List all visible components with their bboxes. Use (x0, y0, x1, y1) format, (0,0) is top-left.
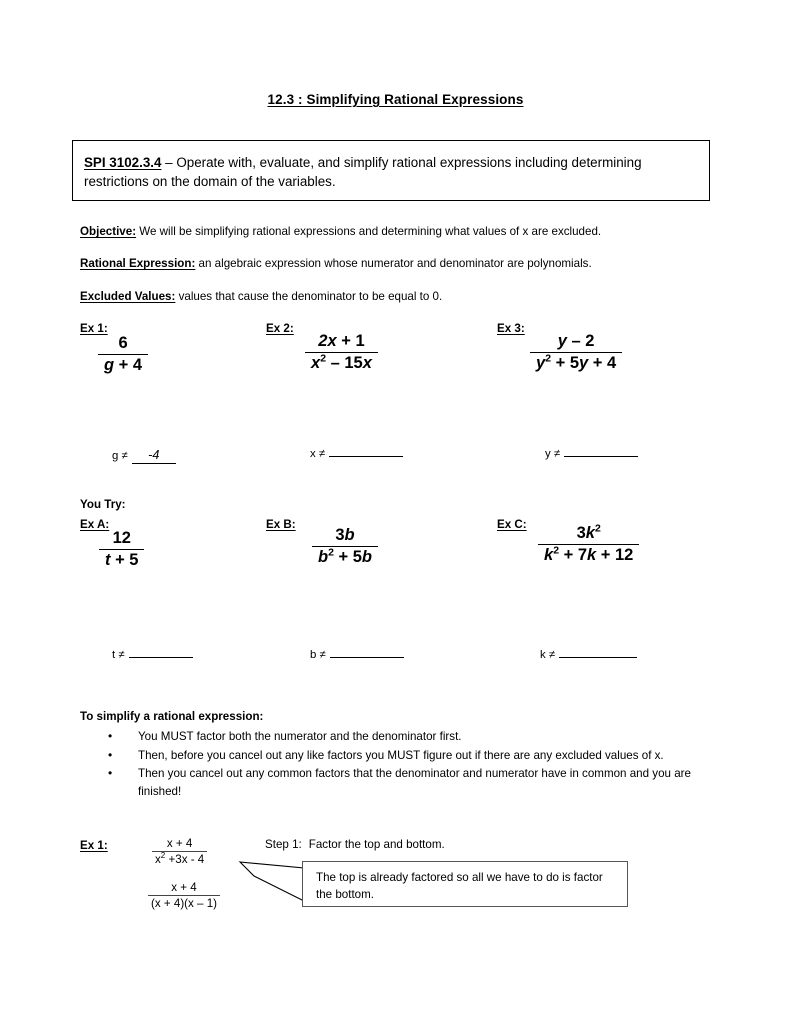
fraction-ex3-denominator: $y^2 + 5y + 4$ (536, 352, 617, 372)
blank-ex1-answer[interactable]: -4 (132, 448, 176, 464)
example-label-ex3: Ex 3: (497, 322, 525, 335)
worked-example-fraction-top-denominator: $x^2 +3x - 4$ (155, 851, 205, 866)
blank-exc-variable: k ≠ (540, 649, 556, 661)
example-label-ex1: Ex 1: (80, 322, 108, 335)
standard-box (72, 140, 710, 201)
example-label-exa: Ex A: (80, 518, 110, 531)
blank-ex2-variable: x ≠ (310, 448, 326, 460)
blank-exc[interactable] (540, 649, 637, 661)
definition-rational-expression-term: Rational Expression: (80, 257, 196, 270)
worked-example-step-text: Factor the top and bottom. (308, 838, 445, 851)
fraction-exc-numerator: $3k^2$ (538, 524, 639, 545)
example-label-ex2: Ex 2: (266, 322, 294, 335)
fraction-exc (538, 524, 639, 565)
callout-tail-icon (232, 855, 312, 903)
standard-dash: – (161, 155, 177, 170)
fraction-ex2-denominator: $x^2 - 15x$ (311, 352, 372, 372)
fraction-ex3 (530, 332, 622, 373)
standard-code: SPI 3102.3.4 (84, 155, 162, 170)
fraction-exa (99, 529, 144, 570)
definition-rational-expression (80, 256, 592, 272)
list-item: • Then, before you cancel out any like factors you MUST figure out if there are any excluded values of x. (96, 747, 716, 765)
blank-ex2[interactable] (310, 448, 403, 460)
example-label-exb: Ex B: (266, 518, 296, 531)
blank-exa-answer[interactable] (129, 656, 193, 658)
definition-objective-term: Objective: (80, 225, 137, 238)
callout-box (302, 861, 628, 907)
you-try-heading: You Try: (80, 498, 126, 511)
blank-ex2-answer[interactable] (329, 455, 403, 457)
simplify-heading: To simplify a rational expression: (80, 710, 264, 723)
blank-ex1[interactable] (112, 448, 176, 464)
simplify-bullet-list (96, 728, 716, 801)
definition-objective (80, 224, 601, 240)
standard-text (84, 153, 699, 191)
fraction-exb-denominator: $b^2 + 5b$ (318, 546, 373, 566)
definition-excluded-values-text: values that cause the denominator to be equal to 0. (175, 290, 443, 303)
callout-text: The top is already factored so all we have to do is factor the bottom. (316, 871, 603, 902)
fraction-exa-denominator: t + 5 (105, 551, 139, 569)
blank-ex3-answer[interactable] (564, 455, 638, 457)
fraction-ex1 (98, 334, 148, 375)
example-label-exc: Ex C: (497, 518, 527, 531)
blank-exc-answer[interactable] (559, 656, 637, 658)
worked-example-fraction-bottom-denominator: (x + 4)(x – 1) (151, 897, 218, 910)
fraction-exa-numerator: 12 (99, 529, 144, 550)
fraction-ex2 (305, 332, 378, 373)
fraction-exc-denominator: $k^2 + 7k + 12$ (544, 544, 634, 564)
definition-rational-expression-text: an algebraic expression whose numerator and denominator are polynomials. (195, 257, 592, 270)
worked-example-fraction-top (152, 837, 207, 866)
worked-example-label: Ex 1: (80, 839, 108, 852)
blank-exa[interactable] (112, 649, 193, 661)
definition-objective-text: We will be simplifying rational expressions and determining what values of x are excluded. (136, 225, 602, 238)
list-item: • Then you cancel out any common factors that the denominator and numerator have in common and you are finished! (96, 765, 716, 800)
blank-ex3[interactable] (545, 448, 638, 460)
fraction-ex1-numerator: 6 (98, 334, 148, 355)
blank-exa-variable: t ≠ (112, 649, 125, 661)
fraction-ex1-denominator: g + 4 (104, 356, 143, 374)
fraction-ex2-numerator: 2x + 1 (305, 332, 378, 353)
worked-example-step (265, 838, 445, 851)
standard-description: Operate with, evaluate, and simplify rational expressions including determining restrictions on the domain of the variables. (84, 155, 642, 190)
fraction-ex3-numerator: y – 2 (530, 332, 622, 353)
worked-example-fraction-bottom-numerator: x + 4 (148, 881, 220, 896)
blank-exb-answer[interactable] (330, 656, 404, 658)
worked-example-fraction-top-numerator: x + 4 (152, 837, 207, 852)
list-item: • You MUST factor both the numerator and the denominator first. (96, 728, 716, 746)
blank-exb-variable: b ≠ (310, 649, 326, 661)
worked-example-fraction-bottom (148, 881, 220, 910)
definition-excluded-values (80, 289, 442, 305)
fraction-exb (312, 526, 378, 567)
blank-ex3-variable: y ≠ (545, 448, 561, 460)
blank-ex1-variable: g ≠ (112, 450, 128, 462)
page-title-text: 12.3 : Simplifying Rational Expressions (267, 92, 524, 107)
definition-excluded-values-term: Excluded Values: (80, 290, 176, 303)
fraction-exb-numerator: 3b (312, 526, 378, 547)
page-title (0, 92, 791, 107)
worked-example-step-number: Step 1: (265, 838, 302, 851)
blank-exb[interactable] (310, 649, 404, 661)
